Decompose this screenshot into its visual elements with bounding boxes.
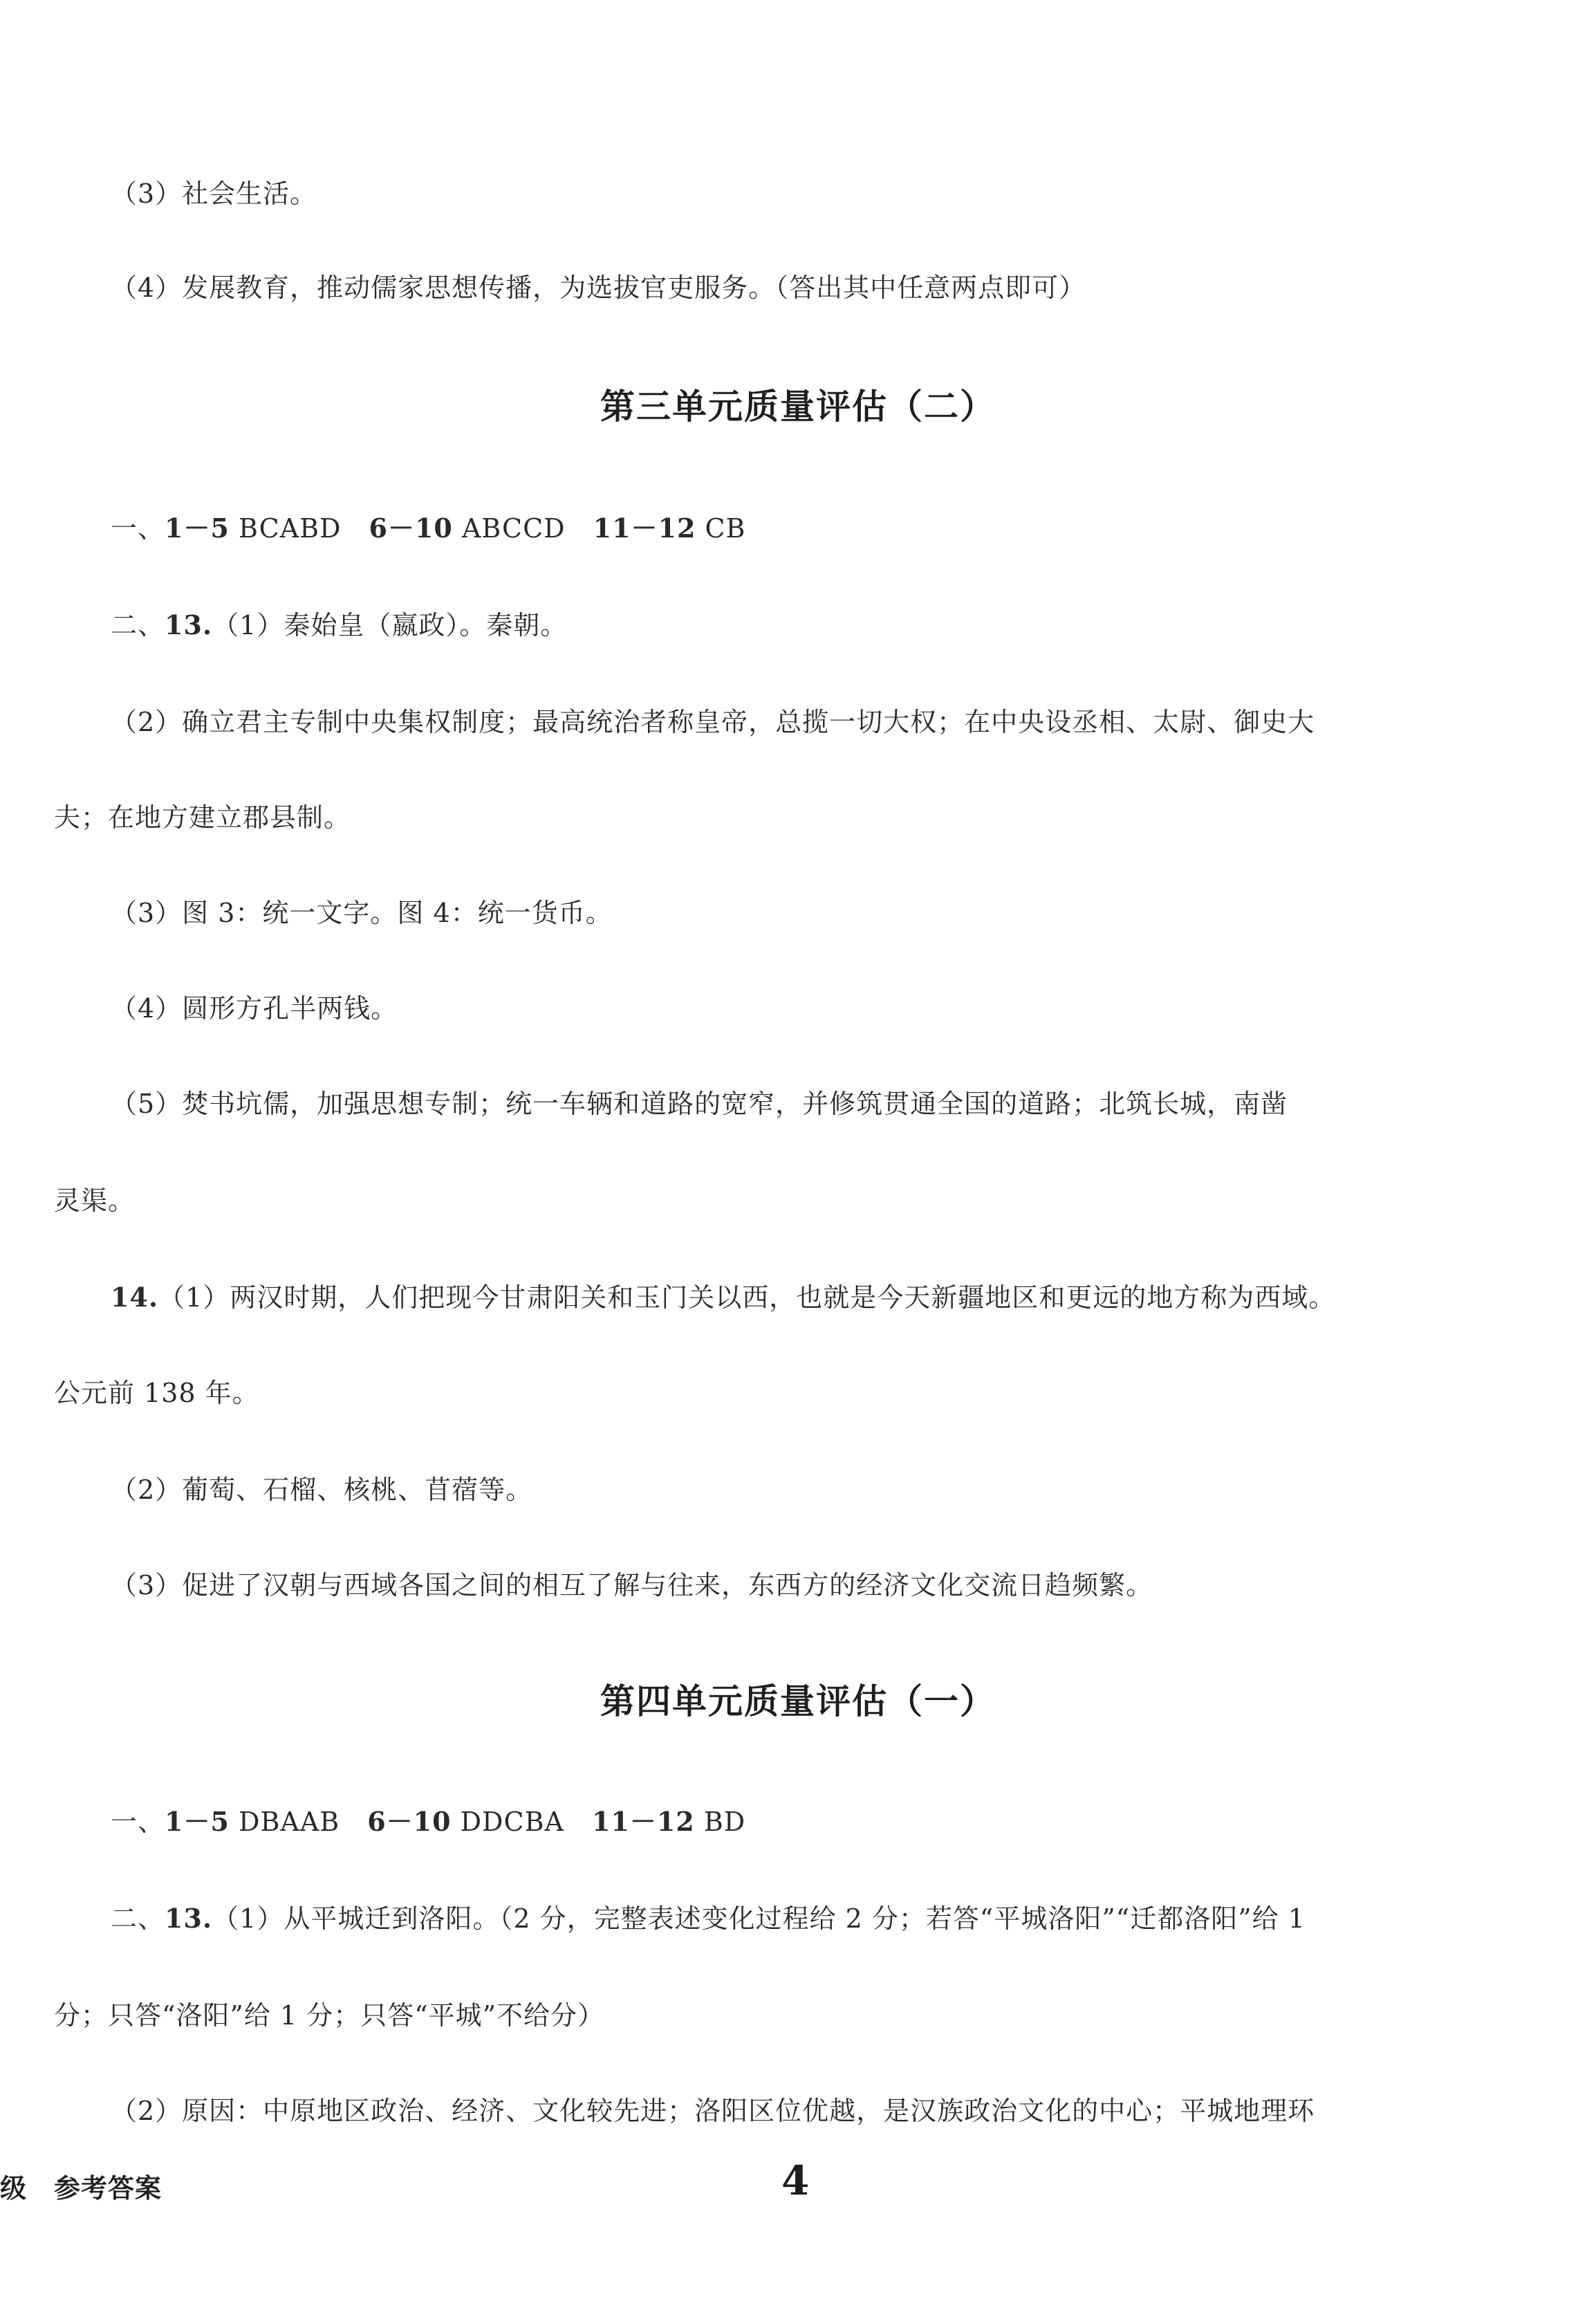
answer-line: （5）焚书坑儒，加强思想专制；统一车辆和道路的宽窄，并修筑贯通全国的道路；北筑长城，南凿 bbox=[111, 1089, 1288, 1119]
mc-answers: DBAAB bbox=[229, 1807, 340, 1837]
mc-prefix: 一、 bbox=[111, 513, 165, 544]
answer-line: （2）确立君主专制中央集权制度；最高统治者称皇帝，总揽一切大权；在中央设丞相、太尉、御史大 bbox=[111, 707, 1315, 737]
answer-line: 分；只答“洛阳”给 1 分；只答“平城”不给分） bbox=[54, 2000, 605, 2031]
question-number: 13. bbox=[165, 1903, 213, 1934]
mc-prefix: 一、 bbox=[111, 1807, 165, 1837]
section-heading-unit4: 第四单元质量评估（一） bbox=[600, 1681, 996, 1721]
mc-answers: BD bbox=[694, 1807, 746, 1837]
answer-line bbox=[111, 1281, 1335, 1314]
answer-line bbox=[111, 1902, 1306, 1935]
answer-line: （2）原因：中原地区政治、经济、文化较先进；洛阳区位优越，是汉族政治文化的中心；平城地理环 bbox=[111, 2096, 1315, 2126]
mc-answers: DDCBA bbox=[451, 1807, 564, 1837]
answer-text: （1）秦始皇（嬴政）。秦朝。 bbox=[212, 610, 568, 640]
footer-label: 级 参考答案 bbox=[0, 2173, 163, 2204]
mc-range: 6－10 bbox=[369, 513, 453, 544]
answer-line: （3）促进了汉朝与西域各国之间的相互了解与往来，东西方的经济文化交流日趋频繁。 bbox=[111, 1570, 1153, 1600]
multiple-choice-answers bbox=[111, 1805, 745, 1838]
answer-line: （3）社会生活。 bbox=[111, 178, 317, 209]
mc-answers: ABCCD bbox=[452, 513, 566, 544]
mc-range: 11－12 bbox=[593, 513, 696, 544]
answer-text: （1）两汉时期，人们把现今甘肃阳关和玉门关以西，也就是今天新疆地区和更远的地方称为西域。 bbox=[158, 1282, 1336, 1313]
answer-line: （4）圆形方孔半两钱。 bbox=[111, 993, 398, 1024]
mc-range: 1－5 bbox=[165, 1806, 230, 1837]
part-label: 二、 bbox=[111, 610, 165, 640]
answer-line: 夫；在地方建立郡县制。 bbox=[54, 802, 351, 833]
question-number: 13. bbox=[165, 609, 213, 640]
question-number: 14. bbox=[111, 1282, 159, 1313]
answer-line: 公元前 138 年。 bbox=[54, 1378, 259, 1408]
mc-answers: BCABD bbox=[229, 513, 342, 544]
answer-line: 灵渠。 bbox=[54, 1185, 136, 1216]
part-label: 二、 bbox=[111, 1903, 165, 1934]
answer-line: （3）图 3：统一文字。图 4：统一货币。 bbox=[111, 898, 613, 928]
answer-line: （4）发展教育，推动儒家思想传播，为选拔官吏服务。（答出其中任意两点即可） bbox=[111, 273, 1086, 303]
answer-text: （1）从平城迁到洛阳。（2 分，完整表述变化过程给 2 分；若答“平城洛阳”“迁都洛阳”给 1 bbox=[212, 1903, 1306, 1934]
mc-range: 11－12 bbox=[591, 1806, 695, 1837]
mc-answers: CB bbox=[696, 513, 746, 544]
page-number: 4 bbox=[781, 2157, 810, 2204]
answer-line: （2）葡萄、石榴、核桃、苜蓿等。 bbox=[111, 1475, 533, 1505]
mc-range: 1－5 bbox=[165, 513, 230, 544]
section-heading-unit3: 第三单元质量评估（二） bbox=[600, 387, 996, 427]
answer-line bbox=[111, 609, 567, 642]
mc-range: 6－10 bbox=[367, 1806, 452, 1837]
multiple-choice-answers bbox=[111, 512, 746, 545]
